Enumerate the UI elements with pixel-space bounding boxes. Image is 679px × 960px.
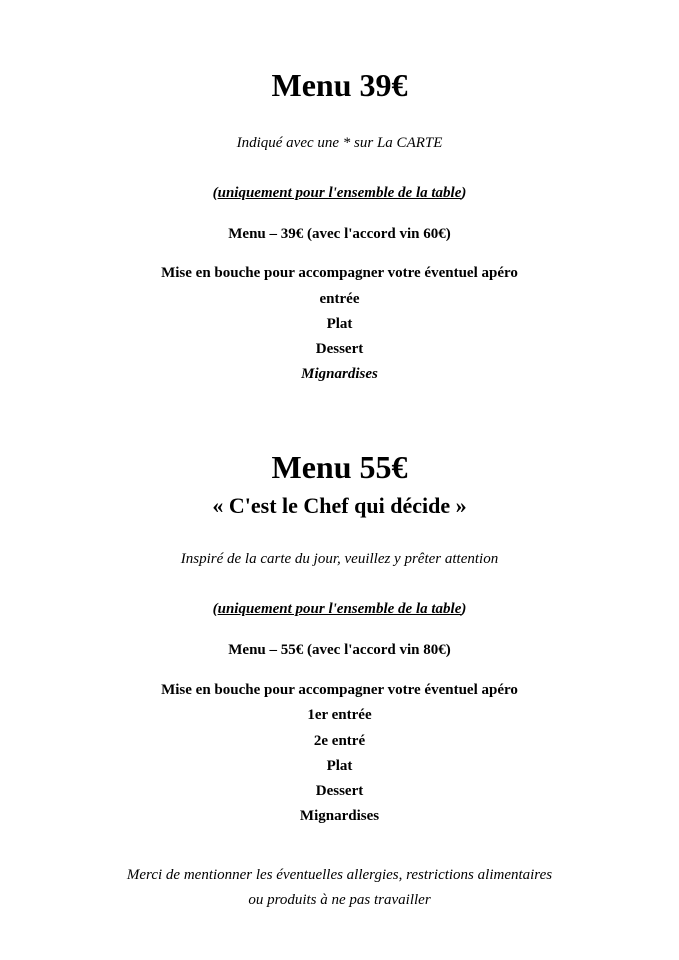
menu-39-table-condition: [0, 186, 679, 201]
paren-open: (: [212, 185, 218, 201]
paren-close: ): [461, 185, 467, 201]
menu-39-course-entree: entrée: [319, 291, 360, 307]
paren-open: (: [212, 601, 218, 617]
menu-55-title: Menu 55€: [271, 449, 408, 485]
menu-39-course-plat: Plat: [326, 316, 353, 332]
footer-allergy-note-line1: Merci de mentionner les éventuelles allergies, restrictions alimentaires: [126, 867, 553, 883]
menu-39-title: Menu 39€: [271, 67, 408, 103]
table-condition-text: uniquement pour l'ensemble de la table: [217, 601, 462, 617]
menu-55-course-amuse-bouche: Mise en bouche pour accompagner votre éventuel apéro: [161, 682, 518, 698]
menu-55-price-line: Menu – 55€ (avec l'accord vin 80€): [228, 642, 451, 658]
menu-55-course-mignardises: Mignardises: [299, 808, 380, 824]
paren-close: ): [461, 601, 467, 617]
footer-allergy-note-line2: ou produits à ne pas travailler: [248, 892, 431, 908]
menu-55-subtitle: « C'est le Chef qui décide »: [212, 493, 467, 518]
menu-55-course-plat: Plat: [326, 758, 353, 774]
table-condition-text: uniquement pour l'ensemble de la table: [217, 185, 462, 201]
menu-39-price-line: Menu – 39€ (avec l'accord vin 60€): [228, 226, 451, 242]
menu-55-table-condition: [0, 602, 679, 617]
menu-55-note: Inspiré de la carte du jour, veuillez y prêter attention: [180, 551, 499, 567]
menu-39-course-dessert: Dessert: [315, 341, 364, 357]
menu-55-course-dessert: Dessert: [315, 783, 364, 799]
menu-39-course-mignardises: Mignardises: [301, 366, 378, 382]
menu-55-course-first-entree: 1er entrée: [307, 707, 372, 723]
menu-39-course-amuse-bouche: Mise en bouche pour accompagner votre éventuel apéro: [161, 265, 518, 281]
menu-55-course-second-entree: 2e entré: [313, 733, 366, 749]
menu-39-note: Indiqué avec une * sur La CARTE: [236, 135, 443, 151]
